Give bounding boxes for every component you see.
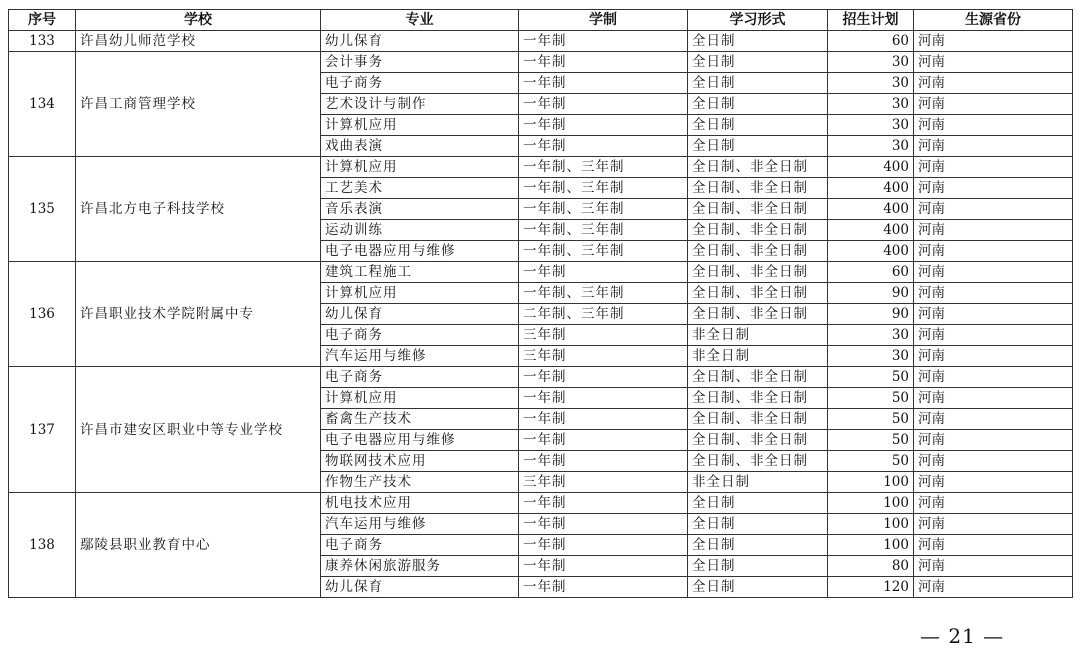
duration-cell: 一年制 [519, 577, 688, 598]
enrollment-plan-cell: 30 [828, 94, 914, 115]
school-seq: 138 [9, 493, 76, 598]
source-province-cell: 河南 [914, 493, 1073, 514]
source-province-cell: 河南 [914, 262, 1073, 283]
study-form-cell: 非全日制 [688, 472, 828, 493]
duration-cell: 一年制 [519, 115, 688, 136]
table-row [9, 31, 1073, 52]
major-cell: 戏曲表演 [321, 136, 519, 157]
school-name: 许昌北方电子科技学校 [76, 157, 321, 262]
study-form-cell: 全日制、非全日制 [688, 220, 828, 241]
study-form-cell: 全日制、非全日制 [688, 199, 828, 220]
major-cell: 音乐表演 [321, 199, 519, 220]
source-province-cell: 河南 [914, 556, 1073, 577]
source-province-cell: 河南 [914, 472, 1073, 493]
source-province-cell: 河南 [914, 73, 1073, 94]
source-province-cell: 河南 [914, 31, 1073, 52]
study-form-cell: 全日制、非全日制 [688, 430, 828, 451]
school-seq: 134 [9, 52, 76, 157]
study-form-cell: 全日制、非全日制 [688, 388, 828, 409]
enrollment-plan-cell: 100 [828, 514, 914, 535]
duration-cell: 一年制 [519, 262, 688, 283]
enrollment-plan-cell: 60 [828, 31, 914, 52]
header-duration: 学制 [519, 10, 688, 31]
header-row [9, 10, 1073, 31]
major-cell: 工艺美术 [321, 178, 519, 199]
header-seq: 序号 [9, 10, 76, 31]
duration-cell: 一年制 [519, 535, 688, 556]
enrollment-plan-cell: 30 [828, 136, 914, 157]
duration-cell: 一年制 [519, 136, 688, 157]
enrollment-plan-cell: 100 [828, 493, 914, 514]
enrollment-plan-cell: 400 [828, 157, 914, 178]
enrollment-plan-cell: 400 [828, 220, 914, 241]
major-cell: 电子商务 [321, 535, 519, 556]
enrollment-table [8, 9, 1073, 598]
table-row [9, 157, 1073, 178]
enrollment-plan-cell: 90 [828, 283, 914, 304]
enrollment-plan-cell: 60 [828, 262, 914, 283]
duration-cell: 一年制、三年制 [519, 220, 688, 241]
study-form-cell: 全日制 [688, 115, 828, 136]
enrollment-plan-cell: 120 [828, 577, 914, 598]
source-province-cell: 河南 [914, 514, 1073, 535]
enrollment-plan-cell: 30 [828, 115, 914, 136]
major-cell: 幼儿保育 [321, 304, 519, 325]
enrollment-plan-cell: 100 [828, 535, 914, 556]
enrollment-plan-cell: 50 [828, 451, 914, 472]
enrollment-plan-cell: 50 [828, 388, 914, 409]
study-form-cell: 全日制 [688, 493, 828, 514]
source-province-cell: 河南 [914, 451, 1073, 472]
duration-cell: 一年制、三年制 [519, 283, 688, 304]
page-number: — 21 — [920, 624, 1005, 648]
duration-cell: 一年制 [519, 430, 688, 451]
school-name: 许昌幼儿师范学校 [76, 31, 321, 52]
major-cell: 幼儿保育 [321, 577, 519, 598]
duration-cell: 一年制、三年制 [519, 241, 688, 262]
duration-cell: 三年制 [519, 346, 688, 367]
source-province-cell: 河南 [914, 388, 1073, 409]
school-seq: 137 [9, 367, 76, 493]
duration-cell: 一年制 [519, 367, 688, 388]
header-study-form: 学习形式 [688, 10, 828, 31]
header-major: 专业 [321, 10, 519, 31]
enrollment-plan-cell: 50 [828, 430, 914, 451]
enrollment-plan-cell: 80 [828, 556, 914, 577]
enrollment-plan-cell: 50 [828, 367, 914, 388]
table-row [9, 262, 1073, 283]
major-cell: 计算机应用 [321, 283, 519, 304]
duration-cell: 一年制、三年制 [519, 199, 688, 220]
major-cell: 物联网技术应用 [321, 451, 519, 472]
study-form-cell: 全日制 [688, 73, 828, 94]
major-cell: 电子电器应用与维修 [321, 430, 519, 451]
source-province-cell: 河南 [914, 52, 1073, 73]
study-form-cell: 全日制、非全日制 [688, 157, 828, 178]
source-province-cell: 河南 [914, 409, 1073, 430]
study-form-cell: 全日制 [688, 31, 828, 52]
duration-cell: 一年制 [519, 388, 688, 409]
source-province-cell: 河南 [914, 115, 1073, 136]
duration-cell: 一年制 [519, 451, 688, 472]
duration-cell: 一年制 [519, 409, 688, 430]
major-cell: 计算机应用 [321, 157, 519, 178]
study-form-cell: 全日制 [688, 535, 828, 556]
enrollment-plan-cell: 400 [828, 199, 914, 220]
enrollment-plan-cell: 30 [828, 346, 914, 367]
duration-cell: 一年制 [519, 31, 688, 52]
source-province-cell: 河南 [914, 430, 1073, 451]
study-form-cell: 全日制、非全日制 [688, 367, 828, 388]
enrollment-plan-cell: 400 [828, 178, 914, 199]
major-cell: 电子电器应用与维修 [321, 241, 519, 262]
source-province-cell: 河南 [914, 283, 1073, 304]
school-name: 许昌工商管理学校 [76, 52, 321, 157]
study-form-cell: 全日制、非全日制 [688, 304, 828, 325]
school-name: 鄢陵县职业教育中心 [76, 493, 321, 598]
duration-cell: 一年制 [519, 514, 688, 535]
school-seq: 135 [9, 157, 76, 262]
duration-cell: 二年制、三年制 [519, 304, 688, 325]
major-cell: 汽车运用与维修 [321, 346, 519, 367]
study-form-cell: 全日制 [688, 94, 828, 115]
study-form-cell: 全日制、非全日制 [688, 451, 828, 472]
major-cell: 机电技术应用 [321, 493, 519, 514]
source-province-cell: 河南 [914, 325, 1073, 346]
source-province-cell: 河南 [914, 304, 1073, 325]
major-cell: 会计事务 [321, 52, 519, 73]
enrollment-plan-cell: 30 [828, 52, 914, 73]
study-form-cell: 非全日制 [688, 346, 828, 367]
source-province-cell: 河南 [914, 94, 1073, 115]
duration-cell: 三年制 [519, 325, 688, 346]
study-form-cell: 全日制 [688, 136, 828, 157]
major-cell: 康养休闲旅游服务 [321, 556, 519, 577]
source-province-cell: 河南 [914, 367, 1073, 388]
major-cell: 运动训练 [321, 220, 519, 241]
major-cell: 计算机应用 [321, 115, 519, 136]
header-school: 学校 [76, 10, 321, 31]
enrollment-plan-cell: 400 [828, 241, 914, 262]
study-form-cell: 全日制、非全日制 [688, 283, 828, 304]
study-form-cell: 全日制、非全日制 [688, 241, 828, 262]
duration-cell: 一年制 [519, 556, 688, 577]
duration-cell: 一年制、三年制 [519, 157, 688, 178]
source-province-cell: 河南 [914, 346, 1073, 367]
school-name: 许昌市建安区职业中等专业学校 [76, 367, 321, 493]
major-cell: 艺术设计与制作 [321, 94, 519, 115]
study-form-cell: 非全日制 [688, 325, 828, 346]
major-cell: 畜禽生产技术 [321, 409, 519, 430]
major-cell: 作物生产技术 [321, 472, 519, 493]
major-cell: 幼儿保育 [321, 31, 519, 52]
source-province-cell: 河南 [914, 157, 1073, 178]
duration-cell: 三年制 [519, 472, 688, 493]
school-name: 许昌职业技术学院附属中专 [76, 262, 321, 367]
school-seq: 133 [9, 31, 76, 52]
study-form-cell: 全日制 [688, 556, 828, 577]
header-enrollment-plan: 招生计划 [828, 10, 914, 31]
major-cell: 汽车运用与维修 [321, 514, 519, 535]
source-province-cell: 河南 [914, 220, 1073, 241]
source-province-cell: 河南 [914, 535, 1073, 556]
study-form-cell: 全日制、非全日制 [688, 178, 828, 199]
table-body [9, 31, 1073, 598]
study-form-cell: 全日制 [688, 577, 828, 598]
study-form-cell: 全日制、非全日制 [688, 409, 828, 430]
duration-cell: 一年制 [519, 493, 688, 514]
enrollment-plan-cell: 50 [828, 409, 914, 430]
study-form-cell: 全日制 [688, 514, 828, 535]
header-source-province: 生源省份 [914, 10, 1073, 31]
source-province-cell: 河南 [914, 577, 1073, 598]
duration-cell: 一年制 [519, 73, 688, 94]
duration-cell: 一年制 [519, 52, 688, 73]
duration-cell: 一年制 [519, 94, 688, 115]
study-form-cell: 全日制 [688, 52, 828, 73]
table-row [9, 493, 1073, 514]
table-row [9, 367, 1073, 388]
enrollment-plan-cell: 100 [828, 472, 914, 493]
major-cell: 计算机应用 [321, 388, 519, 409]
school-seq: 136 [9, 262, 76, 367]
source-province-cell: 河南 [914, 241, 1073, 262]
study-form-cell: 全日制、非全日制 [688, 262, 828, 283]
enrollment-plan-cell: 30 [828, 325, 914, 346]
major-cell: 建筑工程施工 [321, 262, 519, 283]
enrollment-plan-cell: 30 [828, 73, 914, 94]
enrollment-plan-cell: 90 [828, 304, 914, 325]
major-cell: 电子商务 [321, 367, 519, 388]
source-province-cell: 河南 [914, 178, 1073, 199]
duration-cell: 一年制、三年制 [519, 178, 688, 199]
major-cell: 电子商务 [321, 325, 519, 346]
source-province-cell: 河南 [914, 199, 1073, 220]
major-cell: 电子商务 [321, 73, 519, 94]
table-row [9, 52, 1073, 73]
source-province-cell: 河南 [914, 136, 1073, 157]
